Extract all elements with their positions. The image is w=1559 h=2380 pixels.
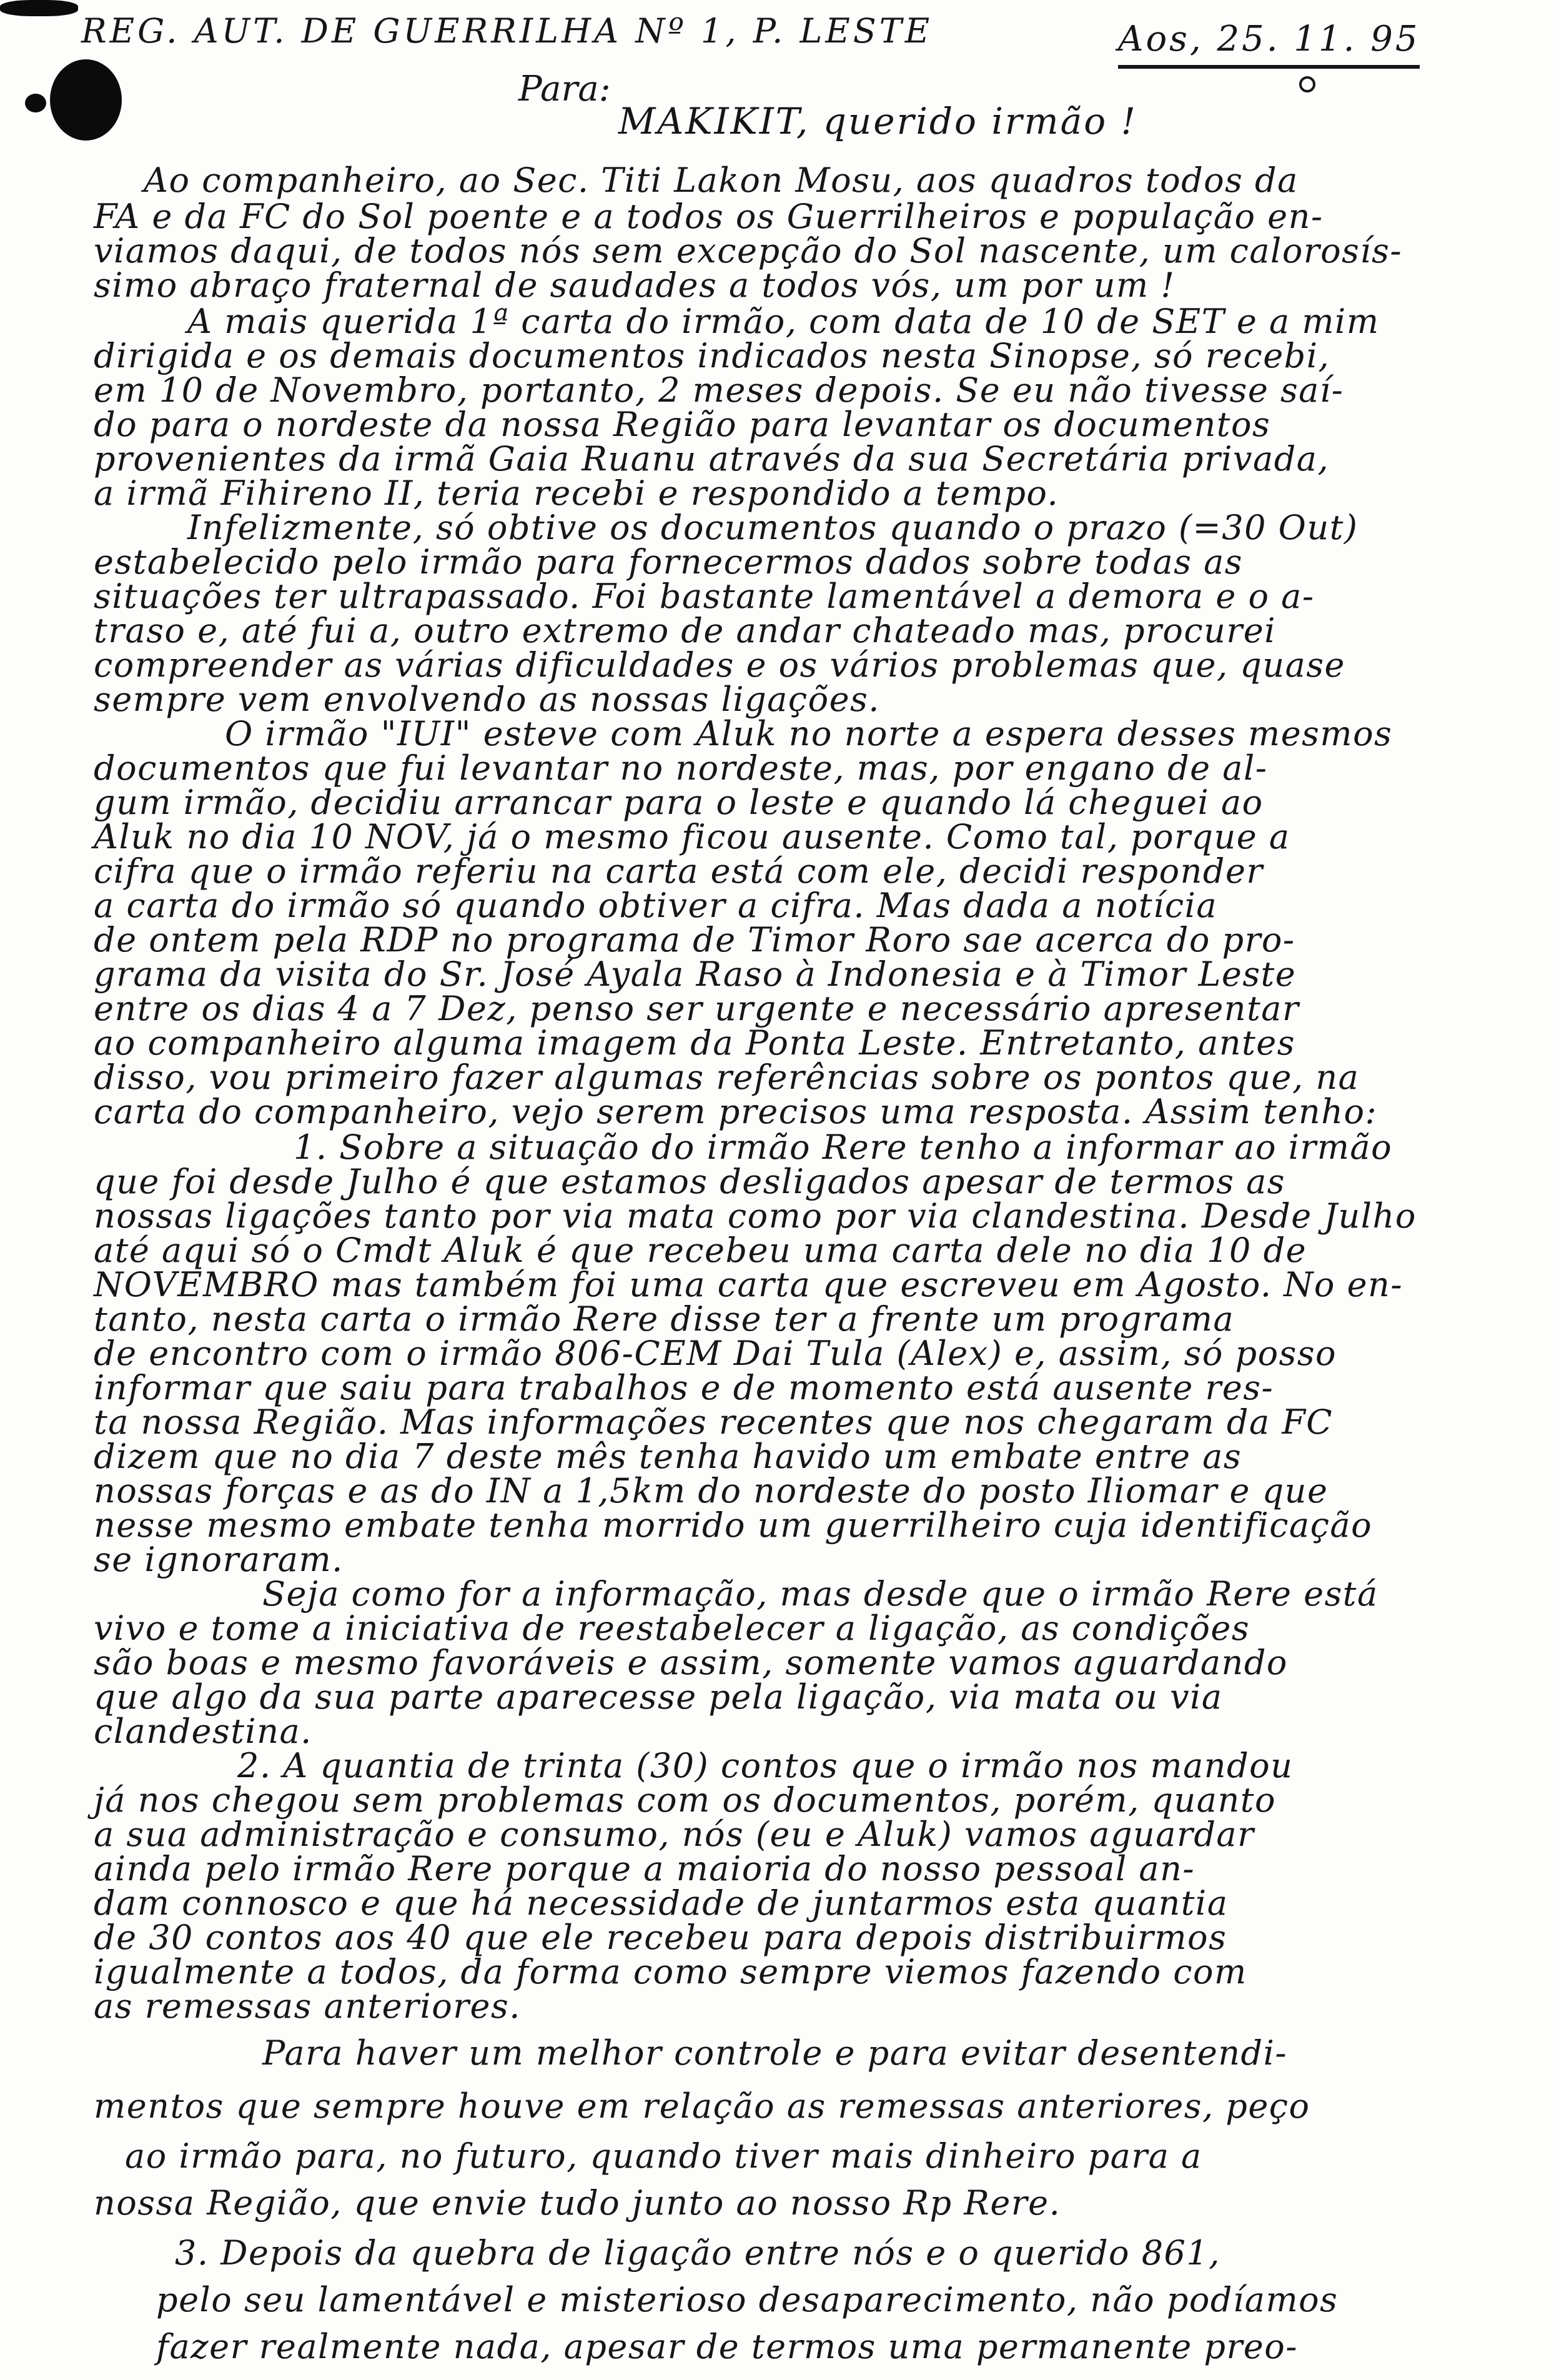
body-line: pelo seu lamentável e misterioso desaparecimento, não podíamos: [156, 2280, 1339, 2319]
body-line: tanto, nesta carta o irmão Rere disse ter a frente um programa: [94, 1299, 1235, 1339]
date-text: Aos, 25. 11. 95: [1118, 19, 1420, 59]
body-line: vivo e tome a iniciativa de reestabelecer a ligação, as condições: [94, 1609, 1250, 1648]
body-line: de ontem pela RDP no programa de Timor Roro sae acerca do pro-: [94, 920, 1295, 959]
body-line: Infelizmente, só obtive os documentos quando o prazo (=30 Out): [187, 508, 1359, 547]
body-line: que foi desde Julho é que estamos desligados apesar de termos as: [94, 1162, 1285, 1201]
body-line: entre os dias 4 a 7 Dez, penso ser urgente e necessário apresentar: [94, 989, 1300, 1028]
body-line: a sua administração e consumo, nós (eu e Aluk) vamos aguardar: [94, 1815, 1255, 1854]
body-line: clandestina.: [94, 1712, 312, 1751]
body-line: documentos que fui levantar no nordeste, mas, por engano de al-: [94, 748, 1268, 788]
body-line: a irmã Fihireno II, teria recebi e respondido a tempo.: [94, 474, 1059, 513]
body-line: 1. Sobre a situação do irmão Rere tenho a informar ao irmão: [294, 1128, 1393, 1167]
date-circle-mark: [1299, 76, 1315, 92]
body-line: disso, vou primeiro fazer algumas referências sobre os pontos que, na: [94, 1058, 1360, 1097]
body-line: fazer realmente nada, apesar de termos uma permanente preo-: [156, 2327, 1298, 2366]
para-label: Para:: [518, 69, 611, 109]
body-line: situações ter ultrapassado. Foi bastante lamentável a demora e o a-: [94, 577, 1315, 616]
body-line: grama da visita do Sr. José Ayala Raso à Indonesia e à Timor Leste: [94, 954, 1297, 994]
body-line: dirigida e os demais documentos indicados nesta Sinopse, só recebi,: [94, 336, 1330, 375]
body-line: dam connosco e que há necessidade de juntarmos esta quantia: [94, 1883, 1229, 1923]
body-line: as remessas anteriores.: [94, 1986, 521, 2026]
body-line: O irmão "IUI" esteve com Aluk no norte a espera desses mesmos: [225, 714, 1393, 753]
body-line: ainda pelo irmão Rere porque a maioria do nosso pessoal an-: [94, 1849, 1195, 1888]
body-line: mentos que sempre houve em relação as remessas anteriores, peço: [94, 2086, 1310, 2126]
body-line: são boas e mesmo favoráveis e assim, somente vamos aguardando: [94, 1643, 1288, 1682]
body-line: compreender as várias dificuldades e os vários problemas que, quase: [94, 645, 1345, 685]
body-line: ao companheiro alguma imagem da Ponta Leste. Entretanto, antes: [94, 1023, 1295, 1063]
body-line: 3. Depois da quebra de ligação entre nós e o querido 861,: [175, 2233, 1220, 2273]
body-line: Aluk no dia 10 NOV, já o mesmo ficou ausente. Como tal, porque a: [94, 817, 1290, 856]
ink-blot: [50, 59, 122, 141]
body-line: provenientes da irmã Gaia Ruanu através da sua Secretária privada,: [94, 439, 1330, 478]
body-line: que algo da sua parte aparecesse pela ligação, via mata ou via: [94, 1677, 1223, 1717]
body-line: se ignoraram.: [94, 1540, 344, 1579]
body-line: FA e da FC do Sol poente e a todos os Guerrilheiros e população en-: [94, 197, 1324, 236]
body-line: sempre vem envolvendo as nossas ligações.: [94, 680, 880, 719]
body-line: nesse mesmo embate tenha morrido um guerrilheiro cuja identificação: [94, 1505, 1373, 1545]
body-line: 2. A quantia de trinta (30) contos que o irmão nos mandou: [237, 1746, 1294, 1785]
body-line: de 30 contos aos 40 que ele recebeu para depois distribuirmos: [94, 1918, 1227, 1957]
body-line: do para o nordeste da nossa Região para levantar os documentos: [94, 405, 1271, 444]
body-line: Para haver um melhor controle e para evitar desentendi-: [262, 2033, 1288, 2073]
letter-date: [1118, 19, 1420, 59]
ink-blot-smear: [0, 0, 78, 16]
body-line: viamos daqui, de todos nós sem excepção do Sol nascente, um calorosís-: [94, 231, 1403, 270]
body-line: traso e, até fui a, outro extremo de andar chateado mas, procurei: [94, 611, 1276, 650]
ink-blot-small: [25, 94, 46, 112]
body-line: dizem que no dia 7 deste mês tenha havido um embate entre as: [94, 1437, 1242, 1476]
body-line: até aqui só o Cmdt Aluk é que recebeu uma carta dele no dia 10 de: [94, 1231, 1307, 1270]
body-line: nossa Região, que envie tudo junto ao nosso Rp Rere.: [94, 2183, 1061, 2223]
body-line: NOVEMBRO mas também foi uma carta que escreveu em Agosto. No en-: [94, 1265, 1403, 1304]
body-line: gum irmão, decidiu arrancar para o leste e quando lá cheguei ao: [94, 783, 1264, 822]
body-line: simo abraço fraternal de saudades a todos vós, um por um !: [94, 265, 1175, 305]
body-line: nossas ligações tanto por via mata como por via clandestina. Desde Julho: [94, 1196, 1417, 1236]
body-line: igualmente a todos, da forma como sempre viemos fazendo com: [94, 1952, 1247, 1991]
body-line: a carta do irmão só quando obtiver a cifra. Mas dada a notícia: [94, 886, 1218, 925]
body-line: já nos chegou sem problemas com os documentos, porém, quanto: [94, 1780, 1276, 1820]
addressee: MAKIKIT, querido irmão !: [618, 100, 1137, 142]
date-underline: [1118, 65, 1420, 69]
body-line: nossas forças e as do IN a 1,5km do nordeste do posto Iliomar e que: [94, 1471, 1329, 1510]
body-line: cifra que o irmão referiu na carta está com ele, decidi responder: [94, 851, 1264, 891]
body-line: estabelecido pelo irmão para fornecermos dados sobre todas as: [94, 542, 1243, 582]
body-line: Ao companheiro, ao Sec. Titi Lakon Mosu, aos quadros todos da: [144, 161, 1299, 200]
body-line: Seja como for a informação, mas desde que o irmão Rere está: [262, 1574, 1378, 1614]
body-line: A mais querida 1ª carta do irmão, com data de 10 de SET e a mim: [187, 302, 1380, 341]
body-line: informar que saiu para trabalhos e de momento está ausente res-: [94, 1368, 1274, 1407]
body-line: ao irmão para, no futuro, quando tiver mais dinheiro para a: [125, 2136, 1202, 2176]
body-line: ta nossa Região. Mas informações recentes que nos chegaram da FC: [94, 1402, 1334, 1442]
body-line: carta do companheiro, vejo serem precisos uma resposta. Assim tenho:: [94, 1092, 1378, 1131]
body-line: em 10 de Novembro, portanto, 2 meses depois. Se eu não tivesse saí-: [94, 370, 1344, 410]
body-line: de encontro com o irmão 806-CEM Dai Tula (Alex) e, assim, só posso: [94, 1334, 1337, 1373]
sender-heading: REG. AUT. DE GUERRILHA Nº 1, P. LESTE: [81, 11, 933, 51]
